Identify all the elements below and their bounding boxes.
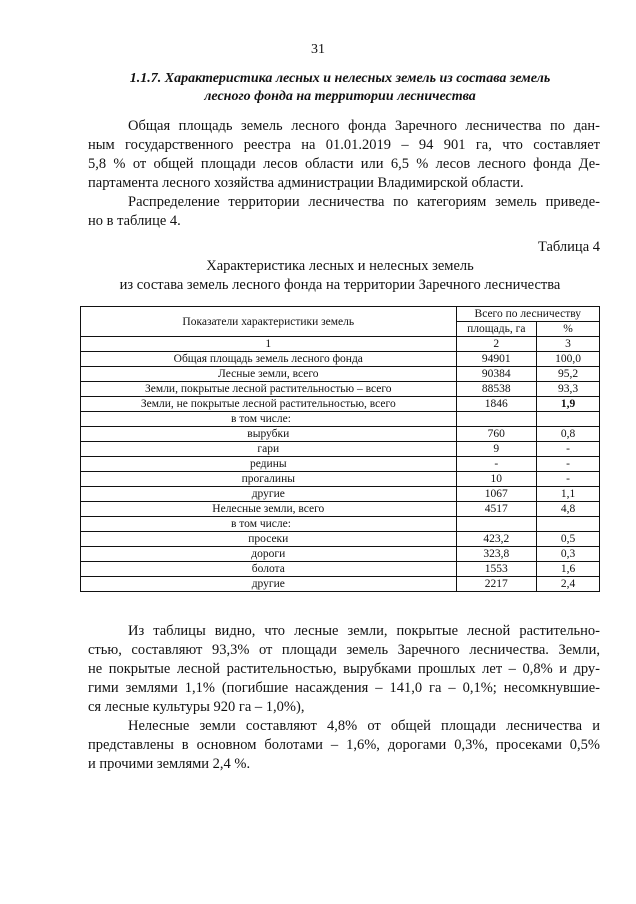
text-line: ным государственного реестра на 01.01.2019 – 94 901 га, что составляет (88, 137, 600, 153)
row-area: 1067 (456, 487, 536, 502)
row-area: 88538 (456, 382, 536, 397)
table-row (81, 487, 600, 502)
row-name: Общая площадь земель лесного фонда (81, 352, 457, 367)
text-line: ся лесные культуры 920 га – 1,0%), (88, 699, 305, 715)
row-pct: 2,4 (537, 577, 600, 592)
table-row (81, 352, 600, 367)
text-line: не покрытые лесной растительностью, вырубками прошлых лет – 0,8% и дру- (88, 661, 600, 677)
table-row (81, 442, 600, 457)
row-name: вырубки (81, 427, 457, 442)
text-line: гими землями 1,1% (погибшие насаждения – 141,0 га – 0,1%; несомкнувшие- (88, 680, 600, 696)
header-area: площадь, га (456, 322, 536, 337)
row-name: прогалины (81, 472, 457, 487)
text-line: Из таблицы видно, что лесные земли, покрытые лесной растительно- (128, 623, 600, 639)
row-pct: 0,8 (537, 427, 600, 442)
row-pct: 1,9 (537, 397, 600, 412)
col-number: 1 (81, 337, 457, 352)
page-number: 31 (311, 42, 325, 57)
row-name: другие (81, 577, 457, 592)
table-row (81, 427, 600, 442)
row-pct: - (537, 472, 600, 487)
table-row (81, 517, 600, 532)
intro-paragraph-1 (88, 117, 600, 193)
intro-paragraph-2 (88, 193, 600, 231)
row-name: Нелесные земли, всего (81, 502, 457, 517)
section-heading-line-1: 1.1.7. Характеристика лесных и нелесных земель из состава земель (129, 71, 551, 86)
table-row (81, 532, 600, 547)
land-characteristics-table (80, 306, 600, 592)
row-name: просеки (81, 532, 457, 547)
row-pct: 0,3 (537, 547, 600, 562)
row-area: 90384 (456, 367, 536, 382)
row-pct: 4,8 (537, 502, 600, 517)
row-pct: 100,0 (537, 352, 600, 367)
text-line: но в таблице 4. (88, 213, 181, 229)
table-row (81, 577, 600, 592)
text-line: партамента лесного хозяйства администрации Владимирской области. (88, 175, 524, 191)
row-area (456, 412, 536, 427)
col-number: 2 (456, 337, 536, 352)
row-area: 323,8 (456, 547, 536, 562)
row-pct: - (537, 442, 600, 457)
text-line: Общая площадь земель лесного фонда Заречного лесничества по дан- (128, 118, 600, 134)
table-row (81, 382, 600, 397)
conclusion-paragraph-1 (88, 622, 600, 717)
row-area: 4517 (456, 502, 536, 517)
table-row (81, 367, 600, 382)
row-area: 760 (456, 427, 536, 442)
row-area: 1553 (456, 562, 536, 577)
row-area: 9 (456, 442, 536, 457)
row-name: болота (81, 562, 457, 577)
row-pct: 1,6 (537, 562, 600, 577)
table-row (81, 562, 600, 577)
text-line: и прочими землями 2,4 %. (88, 756, 251, 772)
row-pct: 1,1 (537, 487, 600, 502)
row-name: Лесные земли, всего (81, 367, 457, 382)
table-row (81, 502, 600, 517)
row-name: гари (81, 442, 457, 457)
row-name: в том числе: (81, 517, 457, 532)
row-pct: 95,2 (537, 367, 600, 382)
header-total: Всего по лесничеству (456, 307, 599, 322)
row-pct: - (537, 457, 600, 472)
row-name: редины (81, 457, 457, 472)
table-row (81, 472, 600, 487)
row-pct: 0,5 (537, 532, 600, 547)
conclusion-paragraph-2 (88, 717, 600, 774)
row-pct: 93,3 (537, 382, 600, 397)
row-area: 10 (456, 472, 536, 487)
row-pct (537, 412, 600, 427)
row-name: в том числе: (81, 412, 457, 427)
row-area (456, 517, 536, 532)
text-line: 5,8 % от общей площади лесов области или 6,5 % лесов лесного фонда Де- (88, 156, 600, 172)
table-label: Таблица 4 (537, 239, 600, 255)
table-row (81, 457, 600, 472)
column-number-row (81, 337, 600, 352)
text-line: стью, составляют 93,3% от площади земель Заречного лесничества. Земли, (88, 642, 600, 658)
row-area: 94901 (456, 352, 536, 367)
row-area: 423,2 (456, 532, 536, 547)
row-name: дороги (81, 547, 457, 562)
row-name: другие (81, 487, 457, 502)
section-heading-line-2: лесного фонда на территории лесничества (204, 89, 476, 104)
header-pct: % (537, 322, 600, 337)
row-name: Земли, не покрытые лесной растительностью, всего (81, 397, 457, 412)
section-heading (80, 70, 600, 106)
row-area: 2217 (456, 577, 536, 592)
row-area: - (456, 457, 536, 472)
header-indicator: Показатели характеристики земель (81, 307, 457, 337)
table-caption-line-2: из состава земель лесного фонда на территории Заречного лесничества (119, 277, 561, 293)
table-row (81, 397, 600, 412)
row-pct (537, 517, 600, 532)
table-caption-line-1: Характеристика лесных и нелесных земель (206, 258, 474, 274)
table-row (81, 412, 600, 427)
table-caption (80, 257, 600, 295)
row-name: Земли, покрытые лесной растительностью – всего (81, 382, 457, 397)
text-line: Распределение территории лесничества по категориям земель приведе- (128, 194, 600, 210)
row-area: 1846 (456, 397, 536, 412)
col-number: 3 (537, 337, 600, 352)
text-line: Нелесные земли составляют 4,8% от общей площади лесничества и (128, 718, 600, 734)
text-line: представлены в основном болотами – 1,6%, дорогами 0,3%, просеками 0,5% (88, 737, 600, 753)
table-row (81, 547, 600, 562)
